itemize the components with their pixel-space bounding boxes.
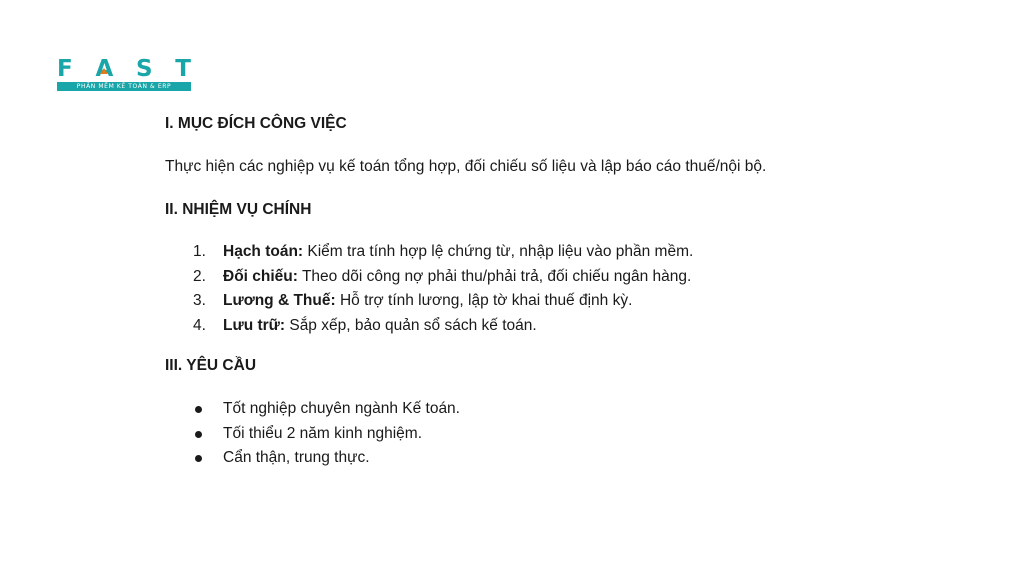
duty-text: Kiểm tra tính hợp lệ chứng từ, nhập liệu vào phần mềm. xyxy=(303,243,694,260)
list-item xyxy=(165,446,460,471)
duty-term: Lưu trữ: xyxy=(223,316,286,334)
list-number: 3. xyxy=(193,292,206,309)
logo-letter-a-text: A xyxy=(95,56,114,82)
requirement-text: Tốt nghiệp chuyên ngành Kế toán. xyxy=(223,400,460,417)
duty-term: Hạch toán: xyxy=(223,243,304,260)
duty-text: Sắp xếp, bảo quản sổ sách kế toán. xyxy=(285,316,537,334)
list-item xyxy=(165,289,693,314)
logo-wordmark xyxy=(57,57,191,81)
requirements-list xyxy=(165,397,460,471)
list-item xyxy=(165,240,693,265)
logo-letter-s: S xyxy=(135,56,153,82)
requirement-text: Cẩn thận, trung thực. xyxy=(223,449,370,466)
duty-text: Theo dõi công nợ phải thu/phải trả, đối chiếu ngân hàng. xyxy=(297,267,692,285)
list-item xyxy=(165,265,693,290)
logo-letter-t: T xyxy=(175,56,191,82)
duty-term: Lương & Thuế: xyxy=(223,292,336,309)
section-heading-purpose: I. MỤC ĐÍCH CÔNG VIỆC xyxy=(165,115,347,132)
duty-term: Đối chiếu: xyxy=(223,267,298,285)
logo-tagline: PHẦN MỀM KẾ TOÁN & ERP xyxy=(57,82,191,91)
section-heading-duties: II. NHIỆM VỤ CHÍNH xyxy=(165,201,312,218)
list-number: 2. xyxy=(193,267,206,285)
list-item xyxy=(165,422,460,447)
logo-letter-f: F xyxy=(57,56,73,82)
list-number: 1. xyxy=(193,243,206,260)
duties-list xyxy=(165,240,693,338)
logo-triangle-icon xyxy=(100,68,108,74)
logo-letter-a xyxy=(95,57,113,81)
bullet-icon xyxy=(195,455,202,462)
list-item xyxy=(165,314,693,339)
section-heading-requirements: III. YÊU CẦU xyxy=(165,357,257,374)
bullet-icon xyxy=(195,431,202,438)
duty-text: Hỗ trợ tính lương, lập tờ khai thuế định kỳ. xyxy=(335,292,633,309)
requirement-text: Tối thiểu 2 năm kinh nghiệm. xyxy=(223,424,423,442)
list-number: 4. xyxy=(193,316,206,334)
fast-logo xyxy=(57,57,191,91)
bullet-icon xyxy=(195,406,202,413)
list-item xyxy=(165,397,460,422)
purpose-text: Thực hiện các nghiệp vụ kế toán tổng hợp, đối chiếu số liệu và lập báo cáo thuế/nội bộ. xyxy=(165,158,767,175)
